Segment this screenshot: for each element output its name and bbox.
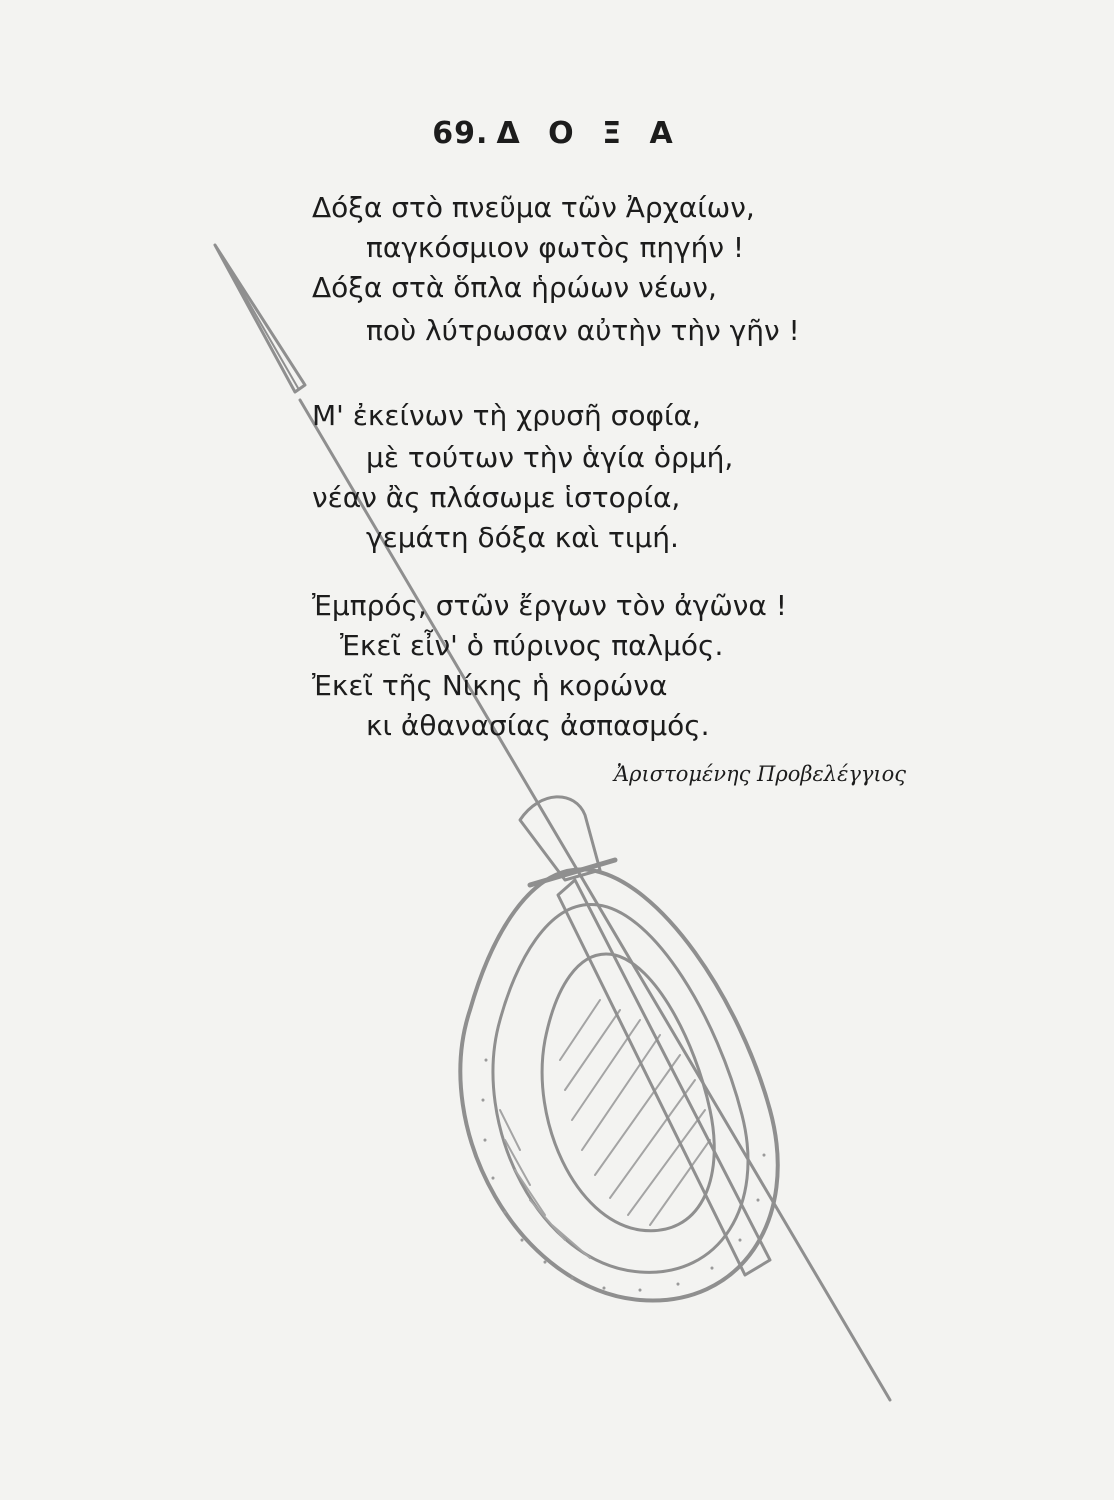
poem-line: νέαν ἂς πλάσωμε ἱστορία, (312, 481, 681, 514)
poem-number: 69. (432, 116, 489, 151)
poem-line: μὲ τούτων τὴν ἁγία ὁρμή, (366, 441, 734, 474)
poem-line: ποὺ λύτρωσαν αὐτὴν τὴν γῆν ! (366, 314, 800, 347)
shield-inner-band (542, 954, 714, 1231)
poem-line: Ἐκεῖ εἶν' ὁ πύρινος παλμός. (340, 629, 724, 662)
poem-line: Ἐκεῖ τῆς Νίκης ἡ κορώνα (312, 669, 668, 702)
shield-outer (460, 869, 777, 1300)
poem-line: Μ' ἐκείνων τὴ χρυσῆ σοφία, (312, 399, 701, 432)
poem-line: κι ἀθανασίας ἀσπασμός. (366, 709, 710, 742)
poem-line: παγκόσμιον φωτὸς πηγήν ! (366, 231, 745, 264)
shield-rim (493, 904, 748, 1272)
poem-line: Δόξα στὸ πνεῦμα τῶν Ἀρχαίων, (312, 191, 755, 224)
poem-author: Ἀριστομένης Προβελέγγιος (614, 762, 907, 786)
poem-line: Ἐμπρός, στῶν ἔργων τὸν ἀγῶνα ! (312, 589, 788, 622)
poem-title-text: Δ Ο Ξ Α (496, 116, 682, 151)
poem-line: γεμάτη δόξα καὶ τιμή. (366, 521, 679, 554)
poem-line: Δόξα στὰ ὅπλα ἡρώων νέων, (312, 271, 717, 304)
